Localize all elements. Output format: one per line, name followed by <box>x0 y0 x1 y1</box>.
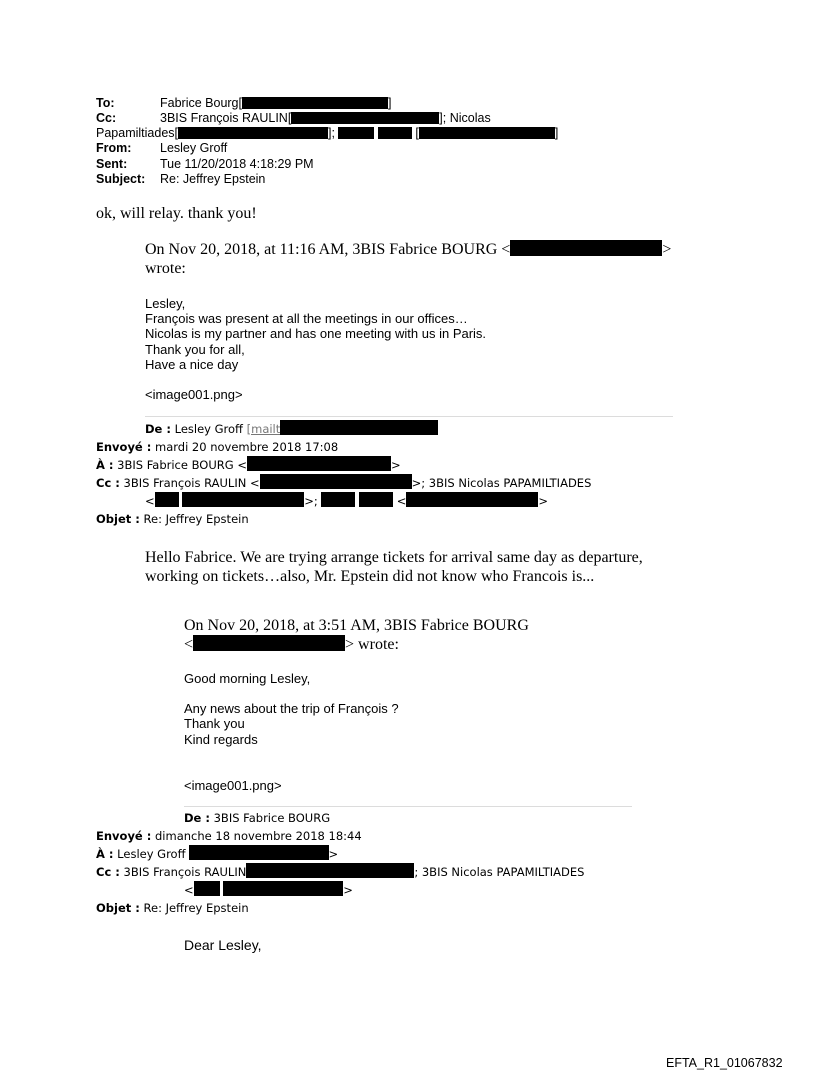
header-to-row: To: Fabrice Bourg[ ] <box>96 96 392 110</box>
fr2-cc-row <box>96 863 584 881</box>
fr1-envoye-value: mardi 20 novembre 2018 17:08 <box>155 440 339 454</box>
header-from-label: From: <box>96 141 132 155</box>
fr2-envoye-label: Envoyé : <box>96 829 152 843</box>
fr2-envoye-row <box>96 827 362 845</box>
header-to-value: Fabrice Bourg[ <box>160 96 242 110</box>
fr1-mailto-link[interactable]: [mailt <box>246 422 281 436</box>
redaction-box <box>406 492 538 507</box>
redaction-box <box>260 474 412 489</box>
fr1-cc-value: 3BIS François RAULIN < <box>123 476 260 490</box>
divider <box>145 416 673 417</box>
redaction-box <box>338 127 374 139</box>
quote1-line-2: François was present at all the meetings in our offices… <box>145 311 468 326</box>
quote2-line-3: Kind regards <box>184 732 258 747</box>
fr2-objet-row <box>96 899 249 917</box>
fr1-cc-row-2: < >; < > <box>145 494 549 508</box>
redaction-box <box>246 863 414 878</box>
header-subject-value: Re: Jeffrey Epstein <box>160 172 266 186</box>
fr1-a-value: 3BIS Fabrice BOURG < <box>117 458 247 472</box>
fr1-a-label: À : <box>96 458 114 472</box>
quote1-intro-wrote: wrote: <box>145 260 186 277</box>
fr2-objet-label: Objet : <box>96 901 140 915</box>
redaction-box <box>291 112 439 124</box>
header-subject-row <box>96 172 265 187</box>
redaction-box <box>247 456 391 471</box>
fr1-de-label: De : <box>145 422 171 436</box>
redaction-box <box>419 127 555 139</box>
header-cc-row-2: Papamiltiades[ ]; [ ] <box>96 126 559 140</box>
header-cc-label: Cc: <box>96 111 117 125</box>
fr1-envoye-row <box>96 438 338 456</box>
redaction-box <box>359 492 393 507</box>
quote1-line-1: Lesley, <box>145 296 186 311</box>
fr2-cc-value-2: ; 3BIS Nicolas PAPAMILTIADES <box>414 865 585 879</box>
fr1-objet-value: Re: Jeffrey Epstein <box>143 512 249 526</box>
fr2-envoye-value: dimanche 18 novembre 2018 18:44 <box>155 829 362 843</box>
fr2-objet-value: Re: Jeffrey Epstein <box>143 901 249 915</box>
fr1-a-row: À : 3BIS Fabrice BOURG < > <box>96 458 401 472</box>
quote1-line-3: Nicolas is my partner and has one meeting with us in Paris. <box>145 326 487 341</box>
reply-mid-line-1: Hello Fabrice. We are trying arrange tickets for arrival same day as departure, <box>145 549 643 566</box>
fr2-cc-label: Cc : <box>96 865 120 879</box>
header-from-value: Lesley Groff <box>160 141 228 155</box>
redaction-box <box>178 127 328 139</box>
fr1-envoye-label: Envoyé : <box>96 440 152 454</box>
quote2-line-1: Any news about the trip of François ? <box>184 701 399 716</box>
quote2-attachment: <image001.png> <box>184 778 282 793</box>
fr1-de-value: Lesley Groff <box>174 422 243 436</box>
redaction-box <box>242 97 388 109</box>
fr2-cc-value: 3BIS François RAULIN <box>123 865 247 879</box>
header-sent-row <box>96 157 314 172</box>
header-cc-value: 3BIS François RAULIN[ <box>160 111 292 125</box>
divider <box>184 806 632 807</box>
fr1-objet-row <box>96 510 249 528</box>
redaction-box <box>193 635 345 651</box>
fr2-de-value: 3BIS Fabrice BOURG <box>213 811 331 825</box>
fr2-de-row <box>184 809 330 827</box>
closing-greeting: Dear Lesley, <box>184 937 262 953</box>
redaction-box <box>321 492 355 507</box>
footer-document-id: EFTA_R1_01067832 <box>666 1056 783 1070</box>
reply-top: ok, will relay. thank you! <box>96 205 257 222</box>
quote1-line-4: Thank you for all, <box>145 342 245 357</box>
header-sent-value: Tue 11/20/2018 4:18:29 PM <box>160 157 314 171</box>
fr1-cc-label: Cc : <box>96 476 120 490</box>
redaction-box <box>182 492 304 507</box>
quote2-line-2: Thank you <box>184 716 245 731</box>
fr2-a-row: À : Lesley Groff > <box>96 847 339 861</box>
header-cc-value-2: ]; Nicolas <box>439 111 491 125</box>
fr1-objet-label: Objet : <box>96 512 140 526</box>
fr2-a-value: Lesley Groff <box>117 847 186 861</box>
quote2-greeting: Good morning Lesley, <box>184 671 311 686</box>
fr2-a-label: À : <box>96 847 114 861</box>
redaction-box <box>510 240 662 256</box>
redaction-box <box>194 881 220 896</box>
header-cc-line2: Papamiltiades[ <box>96 126 178 140</box>
reply-mid-line-2: working on tickets…also, Mr. Epstein did not know who Francois is... <box>145 568 595 585</box>
quote1-intro: On Nov 20, 2018, at 11:16 AM, 3BIS Fabrice BOURG < > <box>145 241 672 258</box>
header-cc-row <box>96 111 491 126</box>
quote2-intro-wrote: < > wrote: <box>184 636 399 653</box>
header-to-label: To: <box>96 96 115 110</box>
fr2-de-label: De : <box>184 811 210 825</box>
header-subject-label: Subject: <box>96 172 146 186</box>
header-from-row <box>96 141 227 156</box>
redaction-box <box>280 420 438 435</box>
redaction-box <box>155 492 179 507</box>
fr1-cc-row <box>96 474 591 492</box>
fr2-cc-row-2: < > <box>184 883 353 897</box>
quote1-line-5: Have a nice day <box>145 357 239 372</box>
quote1-attachment: <image001.png> <box>145 387 243 402</box>
redaction-box <box>189 845 329 860</box>
header-sent-label: Sent: <box>96 157 128 171</box>
redaction-box <box>223 881 343 896</box>
quote2-intro: On Nov 20, 2018, at 3:51 AM, 3BIS Fabrice BOURG <box>184 617 529 634</box>
fr1-de-row <box>145 420 438 438</box>
redaction-box <box>378 127 412 139</box>
fr1-cc-value-2: >; 3BIS Nicolas PAPAMILTIADES <box>411 476 592 490</box>
